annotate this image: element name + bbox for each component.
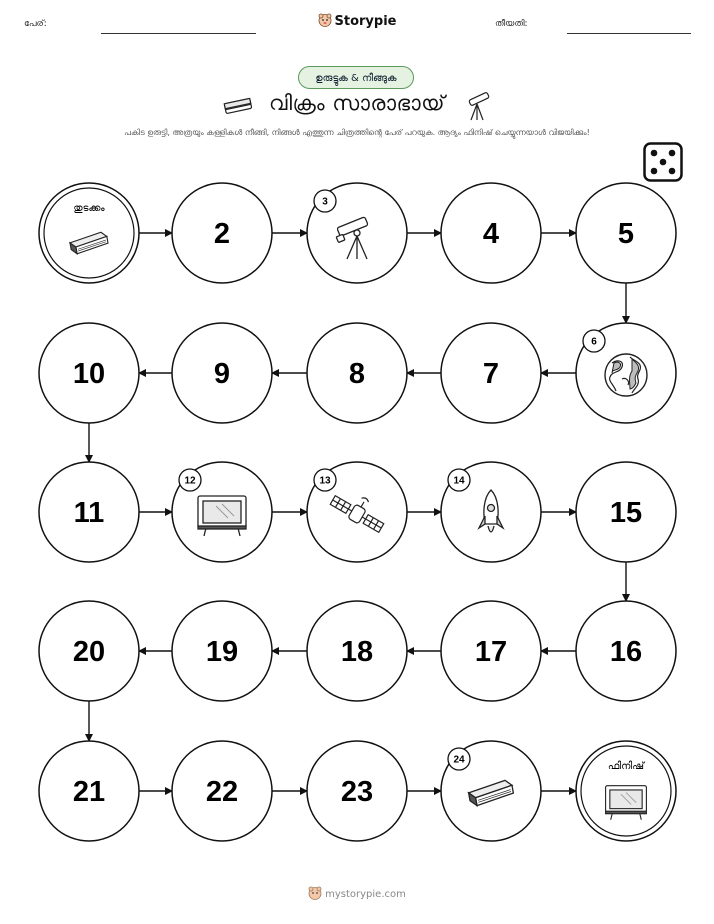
board-cell-22[interactable] bbox=[172, 741, 272, 841]
cell-number: 6 bbox=[591, 336, 597, 348]
board-cell-14[interactable] bbox=[441, 462, 541, 562]
cell-number: 2 bbox=[213, 218, 231, 250]
board-cell-11[interactable] bbox=[39, 462, 139, 562]
cell-circle bbox=[39, 183, 139, 283]
start-cell[interactable] bbox=[39, 183, 139, 283]
board-cell-7[interactable] bbox=[441, 323, 541, 423]
cell-number: 16 bbox=[609, 636, 643, 668]
cell-number: 18 bbox=[340, 636, 374, 668]
board-cell-20[interactable] bbox=[39, 601, 139, 701]
board-cell-3[interactable] bbox=[307, 183, 407, 283]
board-cell-19[interactable] bbox=[172, 601, 272, 701]
storypie-mascot-icon bbox=[308, 886, 322, 900]
date-label: തീയതി: bbox=[495, 19, 528, 29]
cell-number: 5 bbox=[617, 218, 635, 250]
board-cell-9[interactable] bbox=[172, 323, 272, 423]
finish-label: ഫിനിഷ് bbox=[607, 761, 645, 772]
board-cell-16[interactable] bbox=[576, 601, 676, 701]
activity-badge: ഉരുട്ടുക & നീങ്ങുക bbox=[298, 66, 414, 89]
cell-number: 3 bbox=[322, 196, 328, 208]
instructions: പകിട ഉരുട്ടി, അത്രയും കള്ളികൾ നീങ്ങി, നിങ്ങൾ എത്തുന്ന ചിത്രത്തിന്റെ പേര് പറയുക. ആദ്യം ഫിനിഷ് ചെയ്യുന്നയാൾ വിജയിക്കും! bbox=[124, 128, 590, 137]
cell-number: 7 bbox=[482, 358, 500, 390]
board-cell-17[interactable] bbox=[441, 601, 541, 701]
footer bbox=[0, 886, 714, 900]
cell-number: 11 bbox=[73, 497, 105, 529]
cell-number: 9 bbox=[213, 358, 231, 390]
board-cell-4[interactable] bbox=[441, 183, 541, 283]
cell-number: 24 bbox=[453, 754, 465, 766]
board-cell-2[interactable] bbox=[172, 183, 272, 283]
cell-number: 10 bbox=[72, 358, 106, 390]
board-cell-24[interactable] bbox=[441, 741, 541, 841]
cell-number: 8 bbox=[348, 358, 366, 390]
cell-number: 14 bbox=[453, 475, 465, 487]
board-cell-13[interactable] bbox=[307, 462, 407, 562]
cell-number: 22 bbox=[205, 776, 239, 808]
board-cell-5[interactable] bbox=[576, 183, 676, 283]
footer-url: mystorypie.com bbox=[325, 889, 406, 900]
name-label: പേര്: bbox=[24, 19, 47, 29]
board-cell-10[interactable] bbox=[39, 323, 139, 423]
cell-number: 17 bbox=[474, 636, 508, 668]
board-cell-18[interactable] bbox=[307, 601, 407, 701]
cell-number: 13 bbox=[319, 475, 331, 487]
cell-number: 23 bbox=[340, 776, 374, 808]
board-cell-6[interactable] bbox=[576, 323, 676, 423]
cell-number: 12 bbox=[184, 475, 196, 487]
board-cell-8[interactable] bbox=[307, 323, 407, 423]
board-cell-15[interactable] bbox=[576, 462, 676, 562]
cell-number: 21 bbox=[72, 776, 106, 808]
cell-number: 19 bbox=[205, 636, 239, 668]
page-title: വിക്രം സാരാഭായ് bbox=[269, 91, 445, 115]
cell-number: 4 bbox=[482, 218, 500, 250]
globe-icon bbox=[605, 354, 647, 396]
board-cell-21[interactable] bbox=[39, 741, 139, 841]
cell-number: 15 bbox=[609, 497, 643, 529]
board-cell-23[interactable] bbox=[307, 741, 407, 841]
cell-number: 20 bbox=[72, 636, 106, 668]
brand-name: Storypie bbox=[334, 14, 397, 29]
start-label: തുടക്കം bbox=[73, 203, 105, 214]
board-cell-12[interactable] bbox=[172, 462, 272, 562]
finish-cell[interactable] bbox=[576, 741, 676, 841]
